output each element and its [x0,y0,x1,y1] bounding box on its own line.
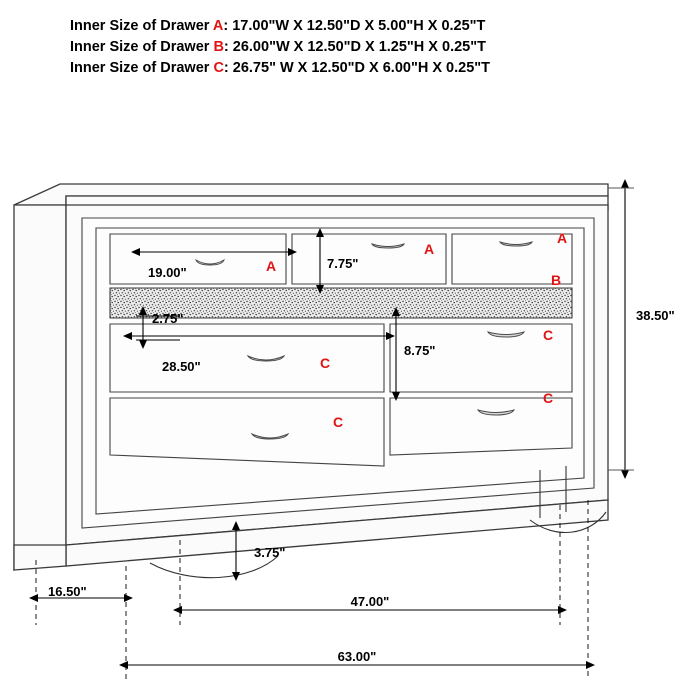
dim-6300: 63.00" [337,649,377,664]
drawer-label-c-center: C [319,355,331,371]
dim-275: 2.75" [152,311,184,326]
drawer-label-a-mid: A [423,241,435,257]
spec-b-text: : 26.00"W X 12.50"D X 1.25"H X 0.25"T [223,39,486,55]
spec-a-text: : 17.00"W X 12.50"D X 5.00"H X 0.25"T [223,18,486,34]
drawer-label-c-right-upper: C [542,327,554,343]
spec-a-prefix: Inner Size of Drawer [70,18,213,34]
drawer-label-c-lower-left: C [332,414,344,430]
spec-c-prefix: Inner Size of Drawer [70,60,214,76]
dim-2850: 28.50" [162,359,201,374]
dim-1650: 16.50" [48,584,87,599]
drawer-label-c-right-lower: C [542,390,554,406]
spec-b-prefix: Inner Size of Drawer [70,39,214,55]
dim-775: 7.75" [327,256,359,271]
drawer-label-a-right: A [556,230,568,246]
dim-875: 8.75" [404,343,436,358]
drawer-label-b-right: B [550,272,562,288]
spec-a-letter: A [212,18,224,34]
dim-4700: 47.00" [350,594,390,609]
spec-c-letter: C [213,60,224,76]
dim-19: 19.00" [148,265,187,280]
drawer-label-a-left: A [265,258,277,274]
dim-375: 3.75" [254,545,286,560]
dim-3850: 38.50" [636,308,675,323]
spec-b-letter: B [213,39,224,55]
spec-c-text: : 26.75" W X 12.50"D X 6.00"H X 0.25"T [223,60,490,76]
